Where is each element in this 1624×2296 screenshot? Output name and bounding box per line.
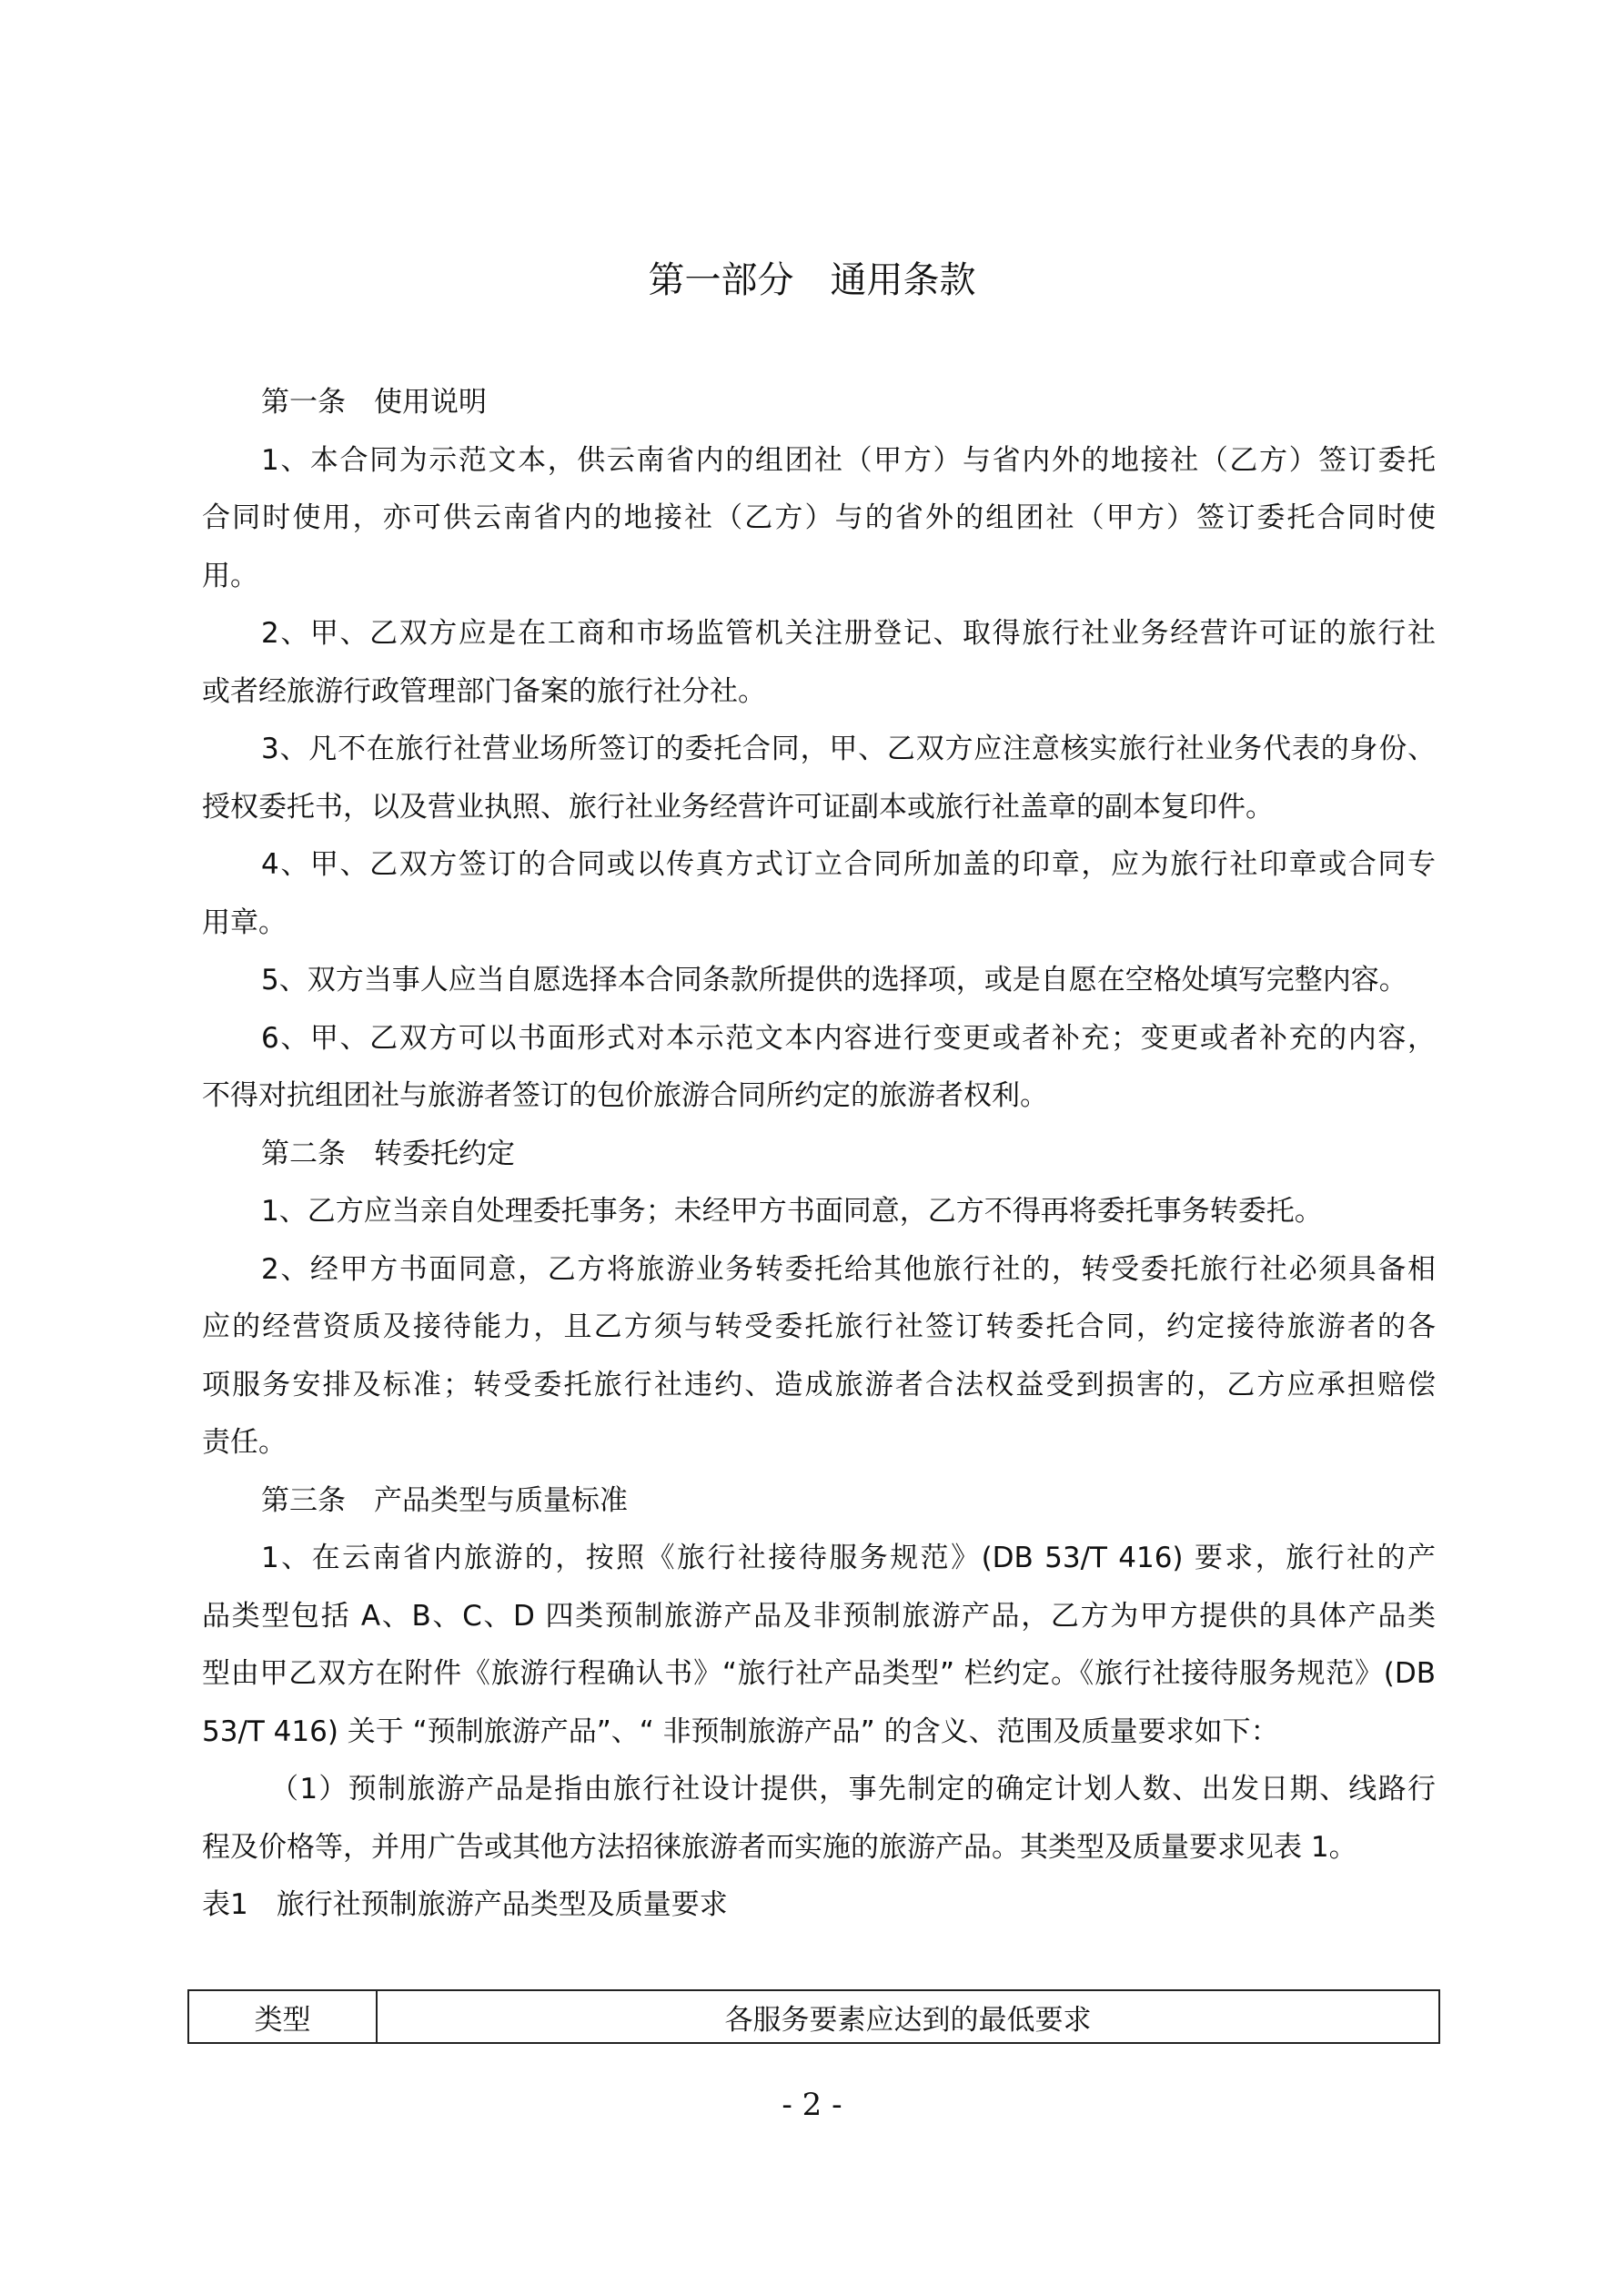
- paragraph: [202, 1876, 1436, 1935]
- paragraph: [202, 605, 1436, 721]
- text-line: 授权委托书，以及营业执照、旅行社业务经营许可证副本或旅行社盖章的副本复印件。: [202, 790, 1274, 824]
- paragraph: [202, 1530, 1436, 1761]
- paragraph: [202, 432, 1436, 606]
- text-line: 合同时使用，亦可供云南省内的地接社（乙方）与的省外的组团社（甲方）签订委托合同时使: [202, 501, 1436, 534]
- text-line: 第二条 转委托约定: [261, 1137, 515, 1170]
- document-body: [202, 374, 1436, 1935]
- text-line: 项服务安排及标准；转受委托旅行社违约、造成旅游者合法权益受到损害的，乙方应承担赔偿: [202, 1368, 1436, 1401]
- text-line: 品类型包括 A、B、C、D 四类预制旅游产品及非预制旅游产品，乙方为甲方提供的具体产品类: [202, 1599, 1436, 1633]
- text-line: （1）预制旅游产品是指由旅行社设计提供，事先制定的确定计划人数、出发日期、线路行: [270, 1773, 1436, 1805]
- text-line: 程及价格等，并用广告或其他方法招徕旅游者而实施的旅游产品。其类型及质量要求见表 1。: [202, 1830, 1357, 1864]
- text-line: 用。: [202, 559, 258, 592]
- page-number: - 2 -: [782, 2087, 842, 2123]
- text-line: 或者经旅游行政管理部门备案的旅行社分社。: [202, 674, 766, 708]
- paragraph: [202, 952, 1436, 1010]
- table-header-type: 类型: [188, 1990, 377, 2043]
- text-line: 4、甲、乙双方签订的合同或以传真方式订立合同所加盖的印章，应为旅行社印章或合同专: [261, 848, 1436, 881]
- text-line: 应的经营资质及接待能力，且乙方须与转受委托旅行社签订转委托合同，约定接待旅游者的各: [202, 1310, 1436, 1343]
- text-line: 不得对抗组团社与旅游者签订的包价旅游合同所约定的旅游者权利。: [202, 1079, 1048, 1112]
- text-line: 第三条 产品类型与质量标准: [261, 1483, 628, 1517]
- text-line: 2、甲、乙双方应是在工商和市场监管机关注册登记、取得旅行社业务经营许可证的旅行社: [261, 617, 1436, 650]
- paragraph: [202, 721, 1436, 836]
- paragraph: [202, 1010, 1436, 1126]
- paragraph: [202, 374, 1436, 432]
- paragraph: [202, 1183, 1436, 1241]
- text-line: 1、本合同为示范文本，供云南省内的组团社（甲方）与省内外的地接社（乙方）签订委托: [261, 443, 1436, 477]
- table-header-row: [188, 1990, 1439, 2043]
- paragraph: [202, 1472, 1436, 1531]
- text-line: 型由甲乙双方在附件《旅游行程确认书》“旅行社产品类型” 栏约定。《旅行社接待服务规范》(DB: [202, 1657, 1436, 1690]
- text-line: 1、乙方应当亲自处理委托事务；未经甲方书面同意，乙方不得再将委托事务转委托。: [261, 1195, 1323, 1228]
- section-title: 第一部分 通用条款: [648, 259, 976, 301]
- text-line: 6、甲、乙双方可以书面形式对本示范文本内容进行变更或者补充；变更或者补充的内容，: [261, 1021, 1436, 1055]
- text-line: 用章。: [202, 905, 287, 939]
- table-header-requirements: 各服务要素应达到的最低要求: [377, 1990, 1439, 2043]
- product-type-table: [187, 1989, 1440, 2044]
- text-line: 5、双方当事人应当自愿选择本合同条款所提供的选择项，或是自愿在空格处填写完整内容。: [261, 964, 1407, 996]
- paragraph: [202, 1126, 1436, 1184]
- text-line: 53/T 416) 关于 “预制旅游产品”、“ 非预制旅游产品” 的含义、范围及质量要求如下：: [202, 1714, 1279, 1748]
- paragraph: [202, 1761, 1436, 1876]
- paragraph: [202, 1241, 1436, 1472]
- text-line: 第一条 使用说明: [261, 386, 487, 419]
- text-line: 1、在云南省内旅游的，按照《旅行社接待服务规范》(DB 53/T 416) 要求，旅行社的产: [261, 1542, 1436, 1574]
- paragraph: [202, 836, 1436, 952]
- text-line: 责任。: [202, 1426, 287, 1459]
- text-line: 2、经甲方书面同意，乙方将旅游业务转委托给其他旅行社的，转受委托旅行社必须具备相: [261, 1252, 1436, 1286]
- text-line: 表1 旅行社预制旅游产品类型及质量要求: [202, 1888, 728, 1921]
- text-line: 3、凡不在旅行社营业场所签订的委托合同，甲、乙双方应注意核实旅行社业务代表的身份、: [261, 733, 1436, 765]
